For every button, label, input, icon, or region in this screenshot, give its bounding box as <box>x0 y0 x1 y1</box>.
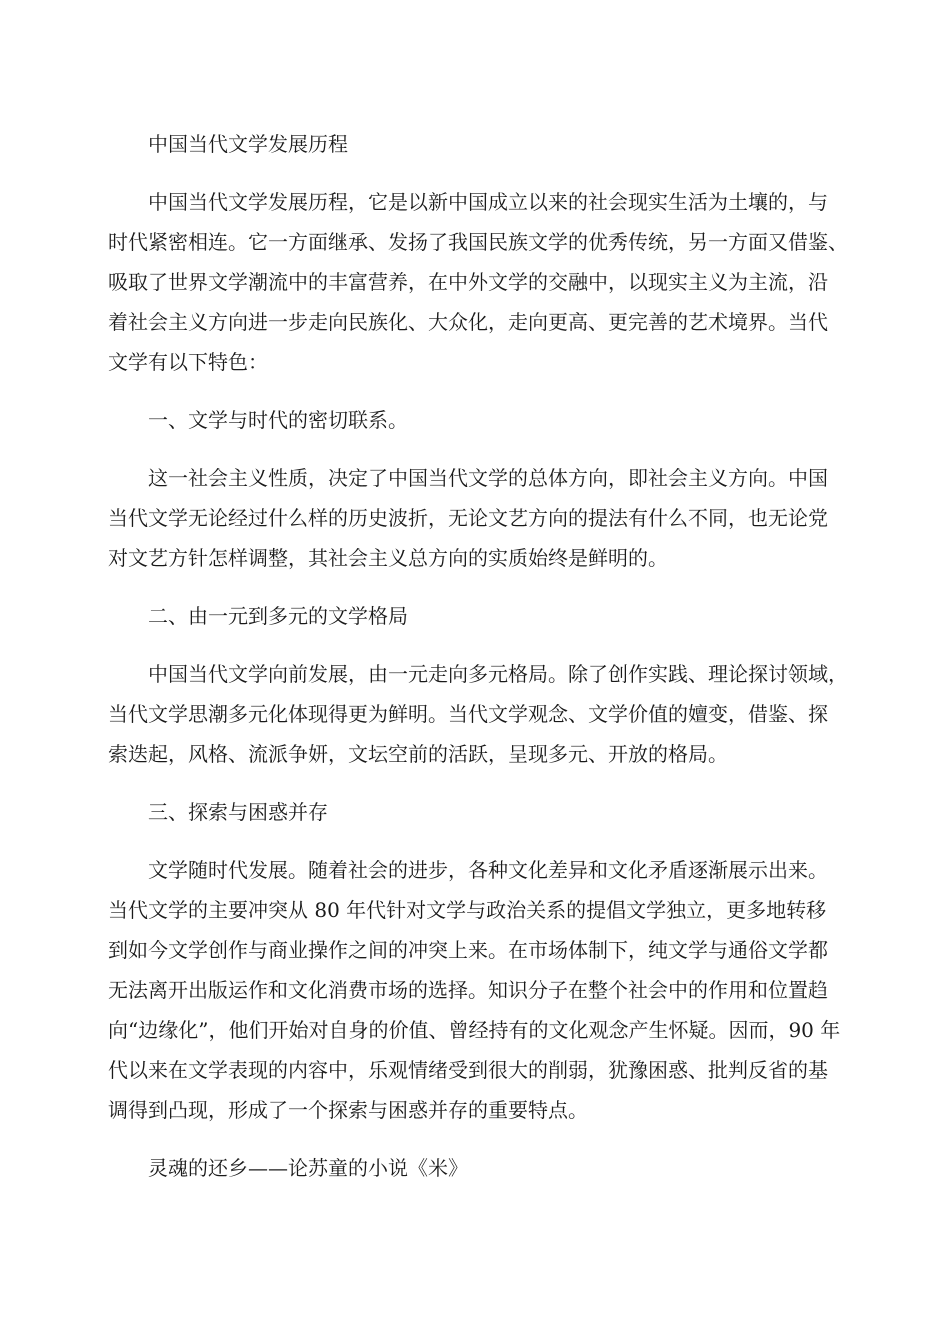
text-line: 这一社会主义性质，决定了中国当代文学的总体方向，即社会主义方向。中国 <box>148 466 828 490</box>
text-line: 文学有以下特色： <box>108 350 268 374</box>
text-line: 着社会主义方向进一步走向民族化、大众化，走向更高、更完善的艺术境界。当代 <box>108 310 828 334</box>
text-line: 时代紧密相连。它一方面继承、发扬了我国民族文学的优秀传统，另一方面又借鉴、 <box>108 230 848 254</box>
intro-paragraph <box>108 182 848 382</box>
text-line: 吸取了世界文学潮流中的丰富营养，在中外文学的交融中，以现实主义为主流，沿 <box>108 270 828 294</box>
text-line: 索迭起，风格、流派争妍，文坛空前的活跃，呈现多元、开放的格局。 <box>108 742 728 766</box>
section-paragraph-2 <box>108 654 848 774</box>
document-body <box>108 124 848 1206</box>
section-paragraph-1 <box>108 458 844 578</box>
section-heading-2: 二、由一元到多元的文学格局 <box>148 604 408 628</box>
text-line: 向“边缘化”，他们开始对自身的价值、曾经持有的文化观念产生怀疑。因而，90 年 <box>108 1018 841 1042</box>
next-article-title: 灵魂的还乡——论苏童的小说《米》 <box>148 1156 468 1180</box>
text-line: 对文艺方针怎样调整，其社会主义总方向的实质始终是鲜明的。 <box>108 546 668 570</box>
text-line: 当代文学思潮多元化体现得更为鲜明。当代文学观念、文学价值的嬗变，借鉴、探 <box>108 702 828 726</box>
document-title: 中国当代文学发展历程 <box>148 132 348 156</box>
text-line: 到如今文学创作与商业操作之间的冲突上来。在市场体制下，纯文学与通俗文学都 <box>108 938 828 962</box>
text-line: 文学随时代发展。随着社会的进步，各种文化差异和文化矛盾逐渐展示出来。 <box>148 858 828 882</box>
section-heading-1: 一、文学与时代的密切联系。 <box>148 408 408 432</box>
text-line: 调得到凸现，形成了一个探索与困惑并存的重要特点。 <box>108 1098 588 1122</box>
section-heading-3: 三、探索与困惑并存 <box>148 800 328 824</box>
text-line: 当代文学的主要冲突从 80 年代针对文学与政治关系的提倡文学独立，更多地转移 <box>108 898 827 922</box>
text-line: 中国当代文学向前发展，由一元走向多元格局。除了创作实践、理论探讨领域， <box>148 662 848 686</box>
text-line: 无法离开出版运作和文化消费市场的选择。知识分子在整个社会中的作用和位置趋 <box>108 978 828 1002</box>
text-line: 当代文学无论经过什么样的历史波折，无论文艺方向的提法有什么不同，也无论党 <box>108 506 828 530</box>
text-line: 中国当代文学发展历程，它是以新中国成立以来的社会现实生活为土壤的，与 <box>148 190 828 214</box>
section-paragraph-3 <box>108 850 844 1130</box>
text-line: 代以来在文学表现的内容中，乐观情绪受到很大的削弱，犹豫困惑、批判反省的基 <box>108 1058 828 1082</box>
